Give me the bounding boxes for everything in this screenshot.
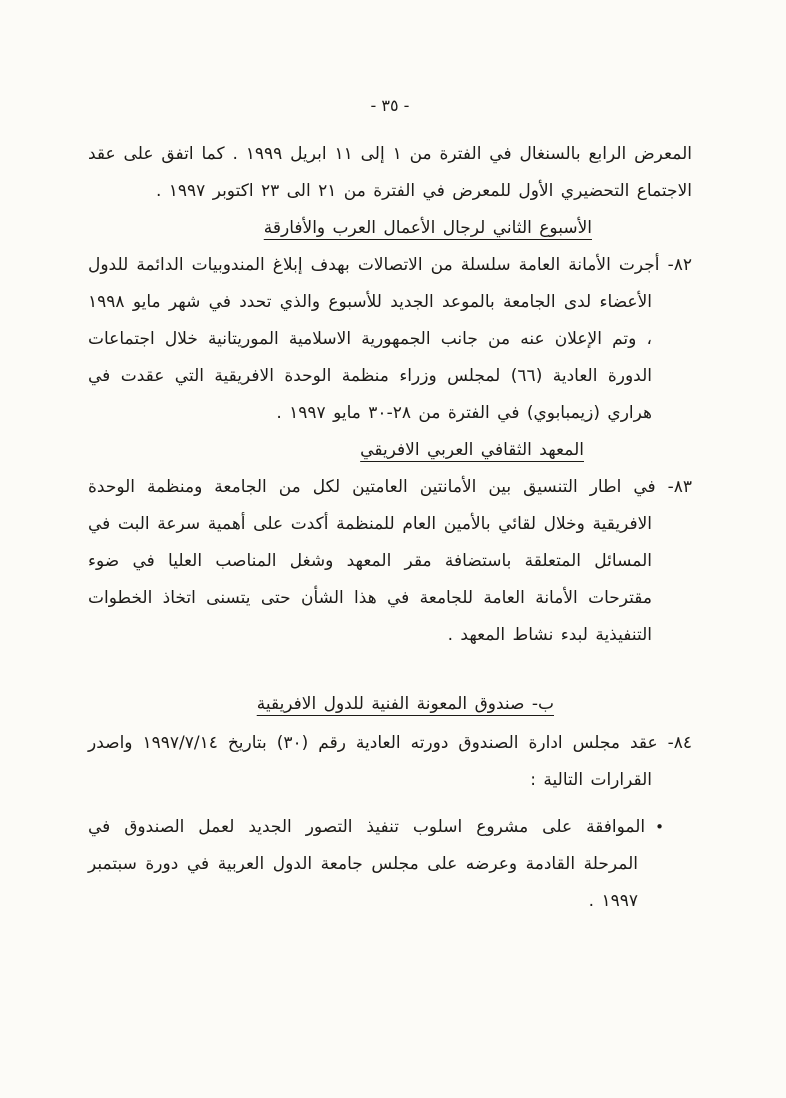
section-heading-business-week: الأسبوع الثاني لرجال الأعمال العرب والأفارقة <box>263 218 592 238</box>
page-number: - ٣٥ - <box>370 96 410 115</box>
paragraph-83: ٨٣- في اطار التنسيق بين الأمانتين العامتين لكل من الجامعة ومنظمة الوحدة الافريقية وخلال لقائي بالأمين العام للمنظمة أكدت على أهمية سرعة البت في المسائل المتعلقة باستضافة مقر المعهد وشغل المناصب العليا في ضوء مقترحات الأمانة العامة للجامعة في هذا الشأن حتى يتسنى اتخاذ الخطوات التنفيذية لبدء نشاط المعهد . <box>88 477 692 645</box>
paragraph-82: ٨٢- أجرت الأمانة العامة سلسلة من الاتصالات بهدف إبلاغ المندوبيات الدائمة للدول الأعضاء لدى الجامعة بالموعد الجديد للأسبوع والذي تحدد في شهر مايو ١٩٩٨ ، وتم الإعلان عنه من جانب الجمهورية الاسلامية الموريتانية خلال اجتماعات الدورة العادية (٦٦) لمجلس وزراء منظمة الوحدة الافريقية التي عقدت في هراري (زيمبابوي) في الفترة من ٢٨-٣٠ مايو ١٩٩٧ . <box>88 255 692 423</box>
paragraph-intro: المعرض الرابع بالسنغال في الفترة من ١ إلى ١١ ابريل ١٩٩٩ . كما اتفق على عقد الاجتماع التحضيري الأول للمعرض في الفترة من ٢١ الى ٢٣ اكتوبر ١٩٩٧ . <box>88 144 692 201</box>
paragraph-84: ٨٤- عقد مجلس ادارة الصندوق دورته العادية رقم (٣٠) بتاريخ ١٩٩٧/٧/١٤ واصدر القرارات التالية : <box>88 733 692 790</box>
bullet-item <box>88 809 664 920</box>
section-heading-cultural-institute: المعهد الثقافي العربي الافريقي <box>360 440 584 460</box>
bullet-icon: • <box>655 818 664 836</box>
bullet-text: الموافقة على مشروع اسلوب تنفيذ التصور الجديد لعمل الصندوق في المرحلة القادمة وعرضه على مجلس جامعة الدول العربية في دورة سبتمبر ١٩٩٧ . <box>88 817 646 911</box>
section-heading-technical-aid-fund: ب- صندوق المعونة الفنية للدول الافريقية <box>256 694 554 714</box>
